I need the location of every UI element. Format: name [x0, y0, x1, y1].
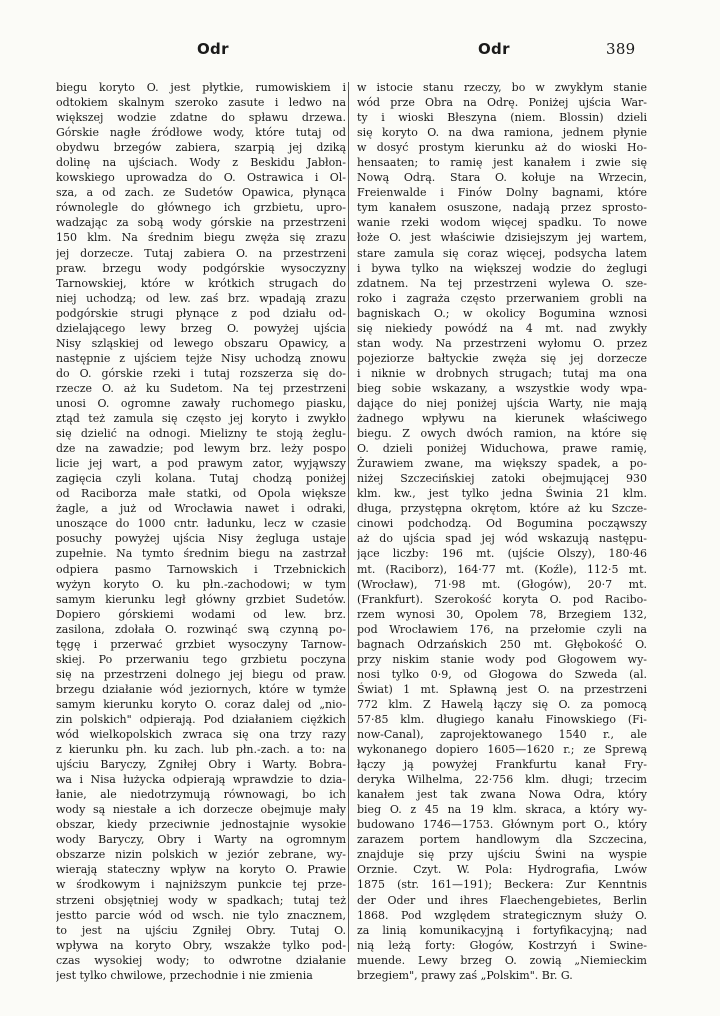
text-line: dające do niej poniżej ujścia Warty, nie mają — [357, 396, 647, 410]
text-line: sza, a od zach. ze Sudetów Opawica, płynąca — [56, 186, 346, 200]
text-line: pojeziorze bałtyckie zwęża się jej dorzecze — [357, 351, 647, 365]
text-line: dolinę na ujściach. Wody z Beskidu Jabłon- — [56, 156, 346, 170]
text-line: rzem wynosi 30, Opolem 78, Brzegiem 132, — [357, 607, 647, 621]
text-line: czas wysokiej wody; to odwrotne działanie — [56, 953, 346, 967]
text-line: klm. kw., jest tylko jedna Świnia 21 klm. — [357, 487, 647, 501]
text-line: zagięcia czyli kolana. Tutaj chodzą poniżej — [56, 472, 346, 486]
text-line: 57·85 klm. długiego kanału Finowskiego (Fi- — [357, 712, 647, 726]
running-head-left: Odr — [197, 40, 229, 58]
text-line: kowskiego uprowadza do O. Ostrawica i Ol- — [56, 171, 346, 185]
text-line: muende. Lewy brzeg O. zowią „Niemieckim — [357, 953, 647, 967]
text-line: hensaaten; to ramię jest kanałem i zwie się — [357, 156, 647, 170]
text-line: biegu koryto O. jest płytkie, rumowiskiem i — [56, 81, 346, 94]
text-line: zasilona, zdołała O. rozwinąć swą czynną po- — [56, 622, 346, 636]
text-line: wa i Nisa łużycka odpierają wprawdzie to dzia- — [56, 773, 346, 787]
text-line: bagnach Odrzańskich 250 mt. Głębokość O. — [357, 637, 647, 651]
text-line: większej wodzie zdatne do spławu drzewa. — [56, 111, 346, 125]
text-line: znajduje się przy ujściu Świni na wyspie — [357, 848, 647, 862]
text-line: się koryto O. na dwa ramiona, jednem płynie — [357, 126, 647, 140]
text-line: jej dorzecze. Tutaj zabiera O. na przestrzeni — [56, 246, 346, 260]
text-line: Nisy szląskiej od lewego obszaru Opawicy, a — [56, 336, 346, 350]
text-line: żagle, a już od Wrocławia nawet i odraki, — [56, 502, 346, 516]
text-line: Tarnowskiej, które w krótkich strugach do — [56, 276, 346, 290]
text-line: niej uchodzą; od lew. zaś brz. wpadają zrazu — [56, 291, 346, 305]
text-line: i bywa tylko na większej wodzie do żeglugi — [357, 261, 647, 275]
text-line: zupełnie. Na tymto średnim biegu na zastrzał — [56, 547, 346, 561]
text-line: Świat) 1 mt. Spławną jest O. na przestrzeni — [357, 682, 647, 696]
text-line: 150 klm. Na średnim biegu zwęża się zrazu — [56, 231, 346, 245]
text-line: rzecze O. aż ku Sudetom. Na tej przestrzeni — [56, 381, 346, 395]
text-line: 1875 (str. 161—191); Beckera: Zur Kenntnis — [357, 878, 647, 892]
text-column-left — [56, 80, 346, 983]
text-line: odpiera pasmo Tarnowskich i Trzebnickich — [56, 562, 346, 576]
text-line: zin polskich" odpierają. Pod działaniem ciężkich — [56, 712, 346, 726]
text-line: praw. brzegu wody podgórskie wysoczyzny — [56, 261, 346, 275]
text-line: tęgę i przerwać grzbiet wysoczyny Tarnow- — [56, 637, 346, 651]
text-line: nosi tylko 0·9, od Głogowa do Szweda (al. — [357, 667, 647, 681]
text-line: unosi O. ogromne zawały ruchomego piasku, — [56, 396, 346, 410]
text-line: do O. górskie rzeki i tutaj rozszerza się do- — [56, 366, 346, 380]
text-line: bieg sobie wskazany, a wszystkie wody wpa- — [357, 381, 647, 395]
text-line: jest tylko chwilowe, przechodnie i nie zmienia — [56, 968, 313, 982]
text-line: przy niskim stanie wody pod Głogowem wy- — [357, 652, 647, 666]
text-line: brzegu działanie wód jeziornych, które w tymże — [56, 682, 346, 696]
text-line: Freienwalde i Finów Dolny bagnami, które — [357, 186, 647, 200]
text-line: stare zamula się coraz więcej, podsycha latem — [357, 246, 647, 260]
text-line: der Oder und ihres Flaechengebietes, Berlin — [357, 893, 647, 907]
column-divider — [348, 82, 349, 952]
text-line: to jest na ujściu Zgniłej Obry. Tutaj O. — [56, 923, 346, 937]
text-line: Żurawiem zwane, ma większy spadek, a po- — [357, 457, 647, 471]
text-line: wody są niestałe a ich dorzecze obejmuje mały — [56, 803, 346, 817]
text-line: wpływa na koryto Obry, wszakże tylko pod- — [56, 938, 346, 952]
page-number: 389 — [606, 40, 636, 58]
text-line: za linią komunikacyjną i fortyfikacyjną; nad — [357, 923, 647, 937]
text-line: mt. (Raciborz), 164·77 mt. (Koźle), 112·5 mt. — [357, 562, 647, 576]
text-line: wierają stateczny wpływ na koryto O. Prawie — [56, 863, 346, 877]
text-line: 772 klm. Z Hawelą łączy się O. za pomocą — [357, 697, 647, 711]
text-line: tym kanałem osuszone, nadają przez sprosto- — [357, 201, 647, 215]
text-line: ztąd też zamula się często jej koryto i zwykło — [56, 412, 346, 426]
text-line: unoszące do 1000 cntr. ładunku, lecz w czasie — [56, 517, 346, 531]
text-line: pod Wrocławiem 176, na przełomie czyli na — [357, 622, 647, 636]
text-line: obszarze nizin polskich w jeziór zebrane, wy- — [56, 848, 346, 862]
text-line: wyżyn koryto O. ku płn.-zachodowi; w tym — [56, 577, 346, 591]
text-line: jące liczby: 196 mt. (ujście Olszy), 180·46 — [357, 547, 647, 561]
text-line: podgórskie strugi płynące z pod działu od- — [56, 306, 346, 320]
running-head-center: Odr — [478, 40, 510, 58]
text-line: w dosyć prostym kierunku aż do wioski Ho- — [357, 141, 647, 155]
text-line: aż do ujścia spad jej wód wskazują następu- — [357, 532, 647, 546]
text-line: stan wody. Na przestrzeni wyłomu O. przez — [357, 336, 647, 350]
text-line: się niekiedy powódź na 4 mt. nad zwykły — [357, 321, 647, 335]
text-line: biegu. Z owych dwóch ramion, na które się — [357, 427, 647, 441]
text-line: następnie z ujściem tejże Nisy uchodzą znowu — [56, 351, 346, 365]
text-line: wód prze Obra na Odrę. Poniżej ujścia War- — [357, 96, 647, 110]
text-line: równolegle do głównego ich grzbietu, upro- — [56, 201, 346, 215]
text-line: się na przestrzeni dolnego jej biegu od praw. — [56, 667, 346, 681]
text-line: jestto parcie wód od wsch. nie tylo znacznem, — [56, 908, 346, 922]
text-line: nią leżą forty: Głogów, Kostrzyń i Swine- — [357, 938, 647, 952]
text-line: od Raciborza małe statki, od Opola większe — [56, 487, 346, 501]
text-line: i niknie w drobnych strugach; tutaj ma ona — [357, 366, 647, 380]
text-line: budowano 1746—1753. Głównym port O., który — [357, 818, 647, 832]
text-line: dze na zawadzie; pod lewym brz. leży pospo — [56, 442, 346, 456]
text-line: wody Baryczy, Obry i Warty na ogromnym — [56, 833, 346, 847]
text-line: zarazem portem handlowym dla Szczecina, — [357, 833, 647, 847]
text-line: deryka Wilhelma, 22·756 klm. długi; trzecim — [357, 773, 647, 787]
text-line: Orznie. Czyt. W. Pola: Hydrografia, Lwów — [357, 863, 647, 877]
text-line: O. dzieli poniżej Widuchowa, prawe ramię, — [357, 442, 647, 456]
text-line: Górskie nagłe źródłowe wody, które tutaj od — [56, 126, 346, 140]
text-line: w istocie stanu rzeczy, bo w zwykłym stanie — [357, 81, 647, 94]
text-line: się dzielić na odnogi. Mielizny te stoją żeglu- — [56, 427, 346, 441]
text-line: ty i wioski Błeszyna (niem. Blossin) dzieli — [357, 111, 647, 125]
text-line: kanałem jest tak zwana Nowa Odra, który — [357, 788, 647, 802]
text-line: długa, przystępna okrętom, które aż ku Szcze- — [357, 502, 647, 516]
text-line: wadzając za sobą wody górskie na przestrzeni — [56, 216, 346, 230]
text-line: obydwu brzegów zabiera, szarpią jej dziką — [56, 141, 346, 155]
text-line: wód wielkopolskich zwraca się ona trzy razy — [56, 728, 346, 742]
text-line: zdatnem. Na tej przestrzeni wylewa O. sze- — [357, 276, 647, 290]
text-line: łanie, ale niedotrzymują równowagi, bo ich — [56, 788, 346, 802]
text-line: łączy ją powyżej Frankfurtu kanał Fry- — [357, 758, 647, 772]
text-line: (Frankfurt). Szerokość koryta O. pod Racibo- — [357, 592, 647, 606]
text-line: now-Canal), zaprojektowanego 1540 r., ale — [357, 728, 647, 742]
text-line: roko i zagraża często przerwaniem grobli na — [357, 291, 647, 305]
text-line: Dopiero górskiemi wodami od lew. brz. — [56, 607, 346, 621]
text-line: samym kierunku koryto O. coraz dalej od „nio- — [56, 697, 346, 711]
text-line: z kierunku płn. ku zach. lub płn.-zach. a to: na — [56, 743, 346, 757]
text-line: obszar, kiedy przeciwnie jednostajnie wysokie — [56, 818, 346, 832]
text-line: bieg O. z 45 na 19 klm. skraca, a który wy- — [357, 803, 647, 817]
text-line: niżej Szczecińskiej zatoki obejmującej 930 — [357, 472, 647, 486]
text-line: łoże O. jest właściwie dzisiejszym jej wartem, — [357, 231, 647, 245]
text-column-right — [357, 80, 647, 983]
text-line: żadnego wpływu na kierunek właściwego — [357, 412, 647, 426]
text-line: (Wrocław), 71·98 mt. (Głogów), 20·7 mt. — [357, 577, 647, 591]
text-line: 1868. Pod względem strategicznym służy O. — [357, 908, 647, 922]
text-line: odtokiem skalnym szeroko zasute i ledwo na — [56, 96, 346, 110]
text-line: cinowi podchodzą. Od Bogumina począwszy — [357, 517, 647, 531]
text-line: brzegiem", prawy zaś „Polskim". Br. G. — [357, 968, 573, 982]
text-line: samym kierunku legł główny grzbiet Sudetów. — [56, 592, 346, 606]
text-line: Nową Odrą. Stara O. kołuje na Wrzecin, — [357, 171, 647, 185]
text-line: strzeni obsjętniej wody w spadkach; tutaj też — [56, 893, 346, 907]
text-line: ujściu Baryczy, Zgniłej Obry i Warty. Bobra- — [56, 758, 346, 772]
text-line: posuchy powyżej ujścia Nisy żegluga ustaje — [56, 532, 346, 546]
text-line: wykonanego dopiero 1605—1620 r.; ze Sprewą — [357, 743, 647, 757]
text-line: skiej. Po przerwaniu tego grzbietu poczyna — [56, 652, 346, 666]
text-line: dzielającego lewy brzeg O. powyżej ujścia — [56, 321, 346, 335]
text-line: w środkowym i najniższym punkcie tej prze- — [56, 878, 346, 892]
text-line: bagniskach O.; w okolicy Bogumina wznosi — [357, 306, 647, 320]
text-line: licie jej wart, a pod prawym zator, wyjąwszy — [56, 457, 346, 471]
text-line: wanie rzeki wodom więcej spadku. To nowe — [357, 216, 647, 230]
